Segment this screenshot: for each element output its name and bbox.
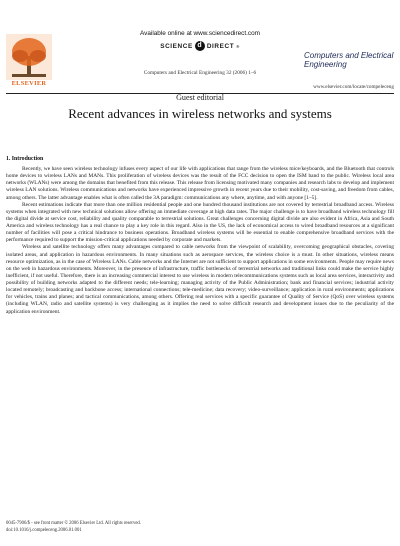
issn-line: 0045-7906/$ - see front matter © 2006 Elsevier Ltd. All rights reserved.: [6, 521, 141, 526]
elsevier-wordmark: ELSEVIER: [11, 80, 47, 87]
journal-name: Computers and Electrical Engineering: [304, 51, 394, 69]
registered-mark: ®: [236, 43, 240, 49]
doi-line: doi:10.1016/j.compeleceng.2006.01.001: [6, 527, 82, 533]
journal-reference: Computers and Electrical Engineering 32 (2006) 1–6: [143, 70, 257, 76]
footer: [6, 521, 141, 534]
article-body: [6, 166, 394, 316]
journal-url-link[interactable]: www.elsevier.com/locate/compeleceng: [313, 84, 394, 90]
article-title: Recent advances in wireless networks and systems: [68, 106, 332, 121]
paragraph-3: Wireless and satellite technology offers many advantages compared to cable networks from the viewpoint of scalability, overcoming geographical obstacles, covering isolated areas, and application in hazardous environments. In many situations such as aerospace services, the wireless choice is a must. In other situations, wireless means resource optimization, as in the case of Wireless LANs. Cable networks and the Internet are not sufficient to support applications in some environments. People may require news on the web in hazardous environments. Moreover, in the presence of infrastructure, traffic bottlenecks of terrestrial networks and traditional links could make the service highly inefficient, if not useful. Therefore, there is an increasing commercial interest to use wireless in modern telecommunications systems such as local area services, interactivity and possibility of building networks adapted to the different needs; tele-learning; managing activity of the Public Administration; bank and financial services; industrial activity located remotely; broadcasting and backbone access; international connections; tele-medicine; data recovery; video-surveillance; application in rural environments; applications for vehicles, trains and planes; and tactical communications, among others. Offering real services with a specific guarantee of Quality of Service (QoS) over wireless systems (including WLAN, radio and satellite systems) is very challenging as it implies the need to solve difficult research and development issues due to the peculiarity of the application environment.: [6, 244, 394, 315]
sciencedirect-left-text: SCIENCE: [160, 42, 193, 50]
paragraph-1: Recently, we have seen wireless technology infuses every aspect of our life with applications that range from the wireless mice/keyboards, and the Bluetooth that controls home devices to wireless LANs and MANs. This proliferation of wireless devices was the result of the FCC decision to open the ISM band to the public. Wireless local area networks (WLANs) were among the domains that benefited from this release. This release from licensing motivated many companies and research labs to develop and implement wireless LAN solutions. Wireless communications and networks have experienced impressive growth in recent years due to their mobility, cost-saving, and freedom from cables, among others. The latter advantage enables what is often called the 3A paradigm: communications any where, anytime, and with anyone [1–5].: [6, 166, 394, 201]
paragraph-2: Recent estimations indicate that more than one million residential people and one hundred thousand institutions are not covered by terrestrial broadband access. Wireless systems when integrated with new technical solutions allow offering an immediate coverage at high data rates. The major challenge is to have broadband wireless technology fill the digital divide at service cost, reliability and quality comparable to terrestrial solutions. Great challenges concerning digital divide are also evident in Africa, Asia and South America and wireless technology has a real chance to play a key role in this regard. Also in the US, the lack of economical access to wired broadband resources at a significant number of facilities will pose a critical hindrance to business operations. Broadband wireless systems will be essential to enable comprehensive broadband services with the performance required to support the mission-critical applications needed by corporate and markets.: [6, 201, 394, 244]
available-online-text: Available online at www.sciencedirect.com: [140, 30, 260, 37]
sciencedirect-right-text: DIRECT: [206, 42, 235, 50]
article-type: Guest editorial: [176, 93, 224, 102]
section-heading: 1. Introduction: [6, 156, 44, 162]
sciencedirect-logo: [148, 40, 252, 52]
sciencedirect-d-icon: d: [195, 41, 205, 51]
